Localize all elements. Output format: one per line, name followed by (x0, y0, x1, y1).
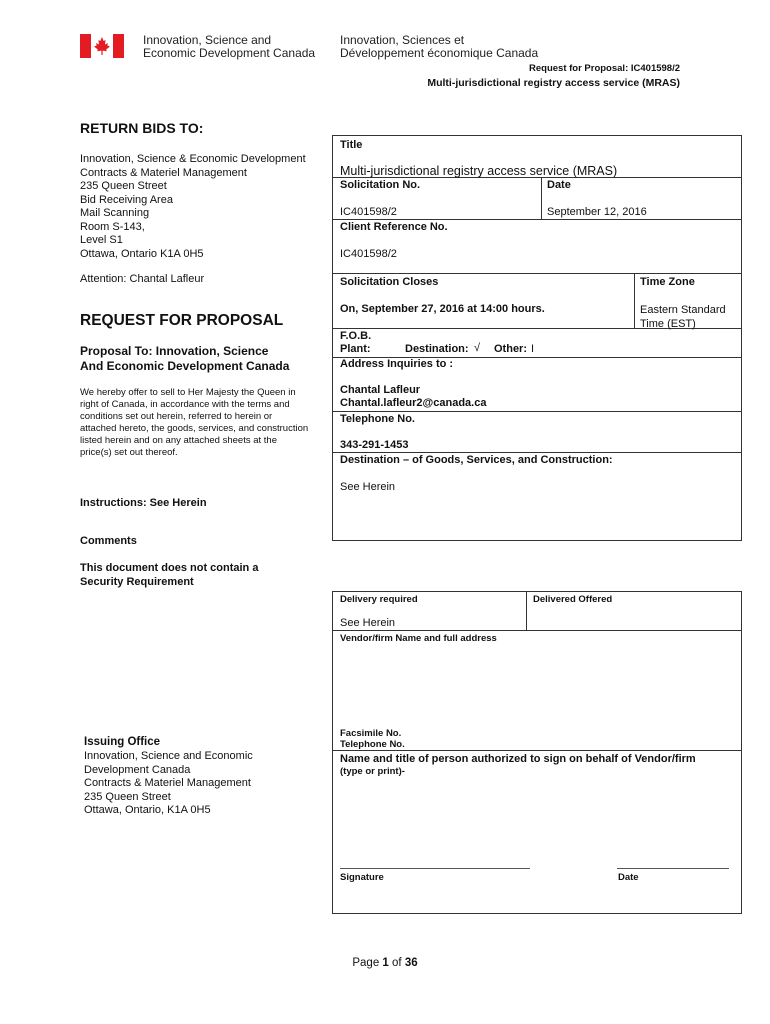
return-bids-heading: RETURN BIDS TO: (80, 120, 204, 136)
address-line: Contracts & Materiel Management (80, 166, 247, 179)
fob-label: F.O.B. (340, 330, 372, 342)
title-value: Multi-jurisdictional registry access service (MRAS) (340, 164, 618, 178)
destination-goods-value: See Herein (340, 481, 396, 493)
address-line: Ottawa, Ontario K1A 0H5 (80, 247, 204, 260)
telephone-value: 343-291-1453 (340, 439, 409, 451)
address-line: Innovation, Science & Economic Development (80, 153, 306, 165)
telephone-label: Telephone No. (340, 413, 415, 425)
issuing-office (84, 736, 253, 818)
offer-line: listed herein and on any attached sheets at the (80, 435, 277, 446)
instructions: Instructions: See Herein (80, 497, 207, 509)
offer-text (80, 387, 308, 459)
org-name-fr (340, 34, 538, 60)
time-zone-line2: Time (EST) (640, 318, 696, 330)
solicitation-closes-value: On, September 27, 2016 at 14:00 hours. (340, 303, 545, 315)
issuing-office-line: Development Canada (84, 763, 191, 776)
signature-line[interactable] (340, 868, 530, 869)
time-zone-label: Time Zone (640, 276, 695, 288)
solicitation-no-value: IC401598/2 (340, 206, 397, 218)
issuing-office-line: Innovation, Science and Economic (84, 750, 253, 762)
issuing-office-heading: Issuing Office (84, 736, 161, 748)
canada-flag-icon (80, 34, 124, 58)
delivered-offered-label: Delivered Offered (533, 594, 613, 605)
proposal-to-line2: And Economic Development Canada (80, 359, 290, 373)
signature-label: Signature (340, 872, 384, 883)
date-label: Date (547, 179, 571, 191)
page-footer (0, 957, 770, 969)
date-line[interactable] (617, 868, 729, 869)
security-line1: This document does not contain a (80, 562, 259, 574)
solicitation-closes-label: Solicitation Closes (340, 276, 439, 288)
attention-line: Attention: Chantal Lafleur (80, 273, 205, 285)
destination-goods-label: Destination – of Goods, Services, and Construction: (340, 454, 613, 466)
vendor-name-label: Vendor/firm Name and full address (340, 633, 497, 644)
project-title-header: Multi-jurisdictional registry access service (MRAS) (427, 77, 680, 89)
address-line: 235 Queen Street (80, 180, 167, 192)
plant-label: Plant: (340, 343, 371, 355)
signature-date-label: Date (618, 872, 639, 883)
client-ref-value: IC401598/2 (340, 248, 397, 260)
org-fr-line1: Innovation, Sciences et (340, 33, 465, 47)
date-value: September 12, 2016 (547, 206, 647, 218)
other-mark: I (531, 343, 535, 355)
proposal-to (80, 344, 289, 374)
client-ref-label: Client Reference No. (340, 221, 448, 233)
offer-line: conditions set out herein, referred to herein or (80, 411, 273, 422)
vendor-telephone-label: Telephone No. (340, 739, 405, 750)
destination-label: Destination: (405, 343, 469, 355)
address-inquiries-label: Address Inquiries to : (340, 358, 454, 370)
time-zone-value (640, 303, 726, 331)
org-name-en (143, 34, 315, 60)
security-line2: Security Requirement (80, 576, 194, 588)
destination-check-icon: √ (474, 342, 481, 354)
address-line: Room S-143, (80, 220, 145, 233)
comments-label: Comments (80, 535, 137, 547)
type-or-print: (type or print)- (340, 766, 405, 777)
solicitation-no-label: Solicitation No. (340, 179, 421, 191)
page-of: of (392, 957, 402, 969)
delivery-required-label: Delivery required (340, 594, 418, 605)
delivery-required-value: See Herein (340, 617, 396, 629)
page-prefix: Page (352, 957, 380, 969)
signer-label: Name and title of person authorized to sign on behalf of Vendor/firm (340, 753, 696, 765)
address-line: Level S1 (80, 234, 123, 246)
proposal-reference: Request for Proposal: IC401598/2 (529, 63, 680, 74)
offer-line: price(s) set out thereof. (80, 447, 178, 458)
address-line: Mail Scanning (80, 207, 150, 219)
return-bids-address (80, 153, 306, 261)
issuing-office-line: Ottawa, Ontario, K1A 0H5 (84, 804, 211, 816)
security-note (80, 561, 258, 589)
facsimile-label: Facsimile No. (340, 728, 402, 739)
time-zone-line1: Eastern Standard (640, 304, 726, 316)
offer-line: We hereby offer to sell to Her Majesty the Queen in (80, 387, 296, 398)
org-en-line2: Economic Development Canada (143, 46, 316, 60)
proposal-to-line1: Proposal To: Innovation, Science (80, 344, 269, 358)
page-total: 36 (404, 957, 418, 969)
contact-name: Chantal Lafleur (340, 384, 421, 396)
other-label: Other: (494, 343, 527, 355)
address-line: Bid Receiving Area (80, 193, 173, 206)
rfp-title: REQUEST FOR PROPOSAL (80, 312, 284, 329)
offer-line: attached hereto, the goods, services, and construction (80, 423, 309, 434)
org-fr-line2: Développement économique Canada (340, 46, 539, 60)
contact-email: Chantal.lafleur2@canada.ca (340, 397, 487, 409)
issuing-office-line: Contracts & Materiel Management (84, 777, 251, 789)
offer-line: right of Canada, in accordance with the terms and (80, 399, 290, 410)
page-number: 1 (382, 957, 389, 969)
org-en-line1: Innovation, Science and (143, 33, 272, 47)
issuing-office-line: 235 Queen Street (84, 790, 171, 803)
title-label: Title (340, 139, 363, 151)
